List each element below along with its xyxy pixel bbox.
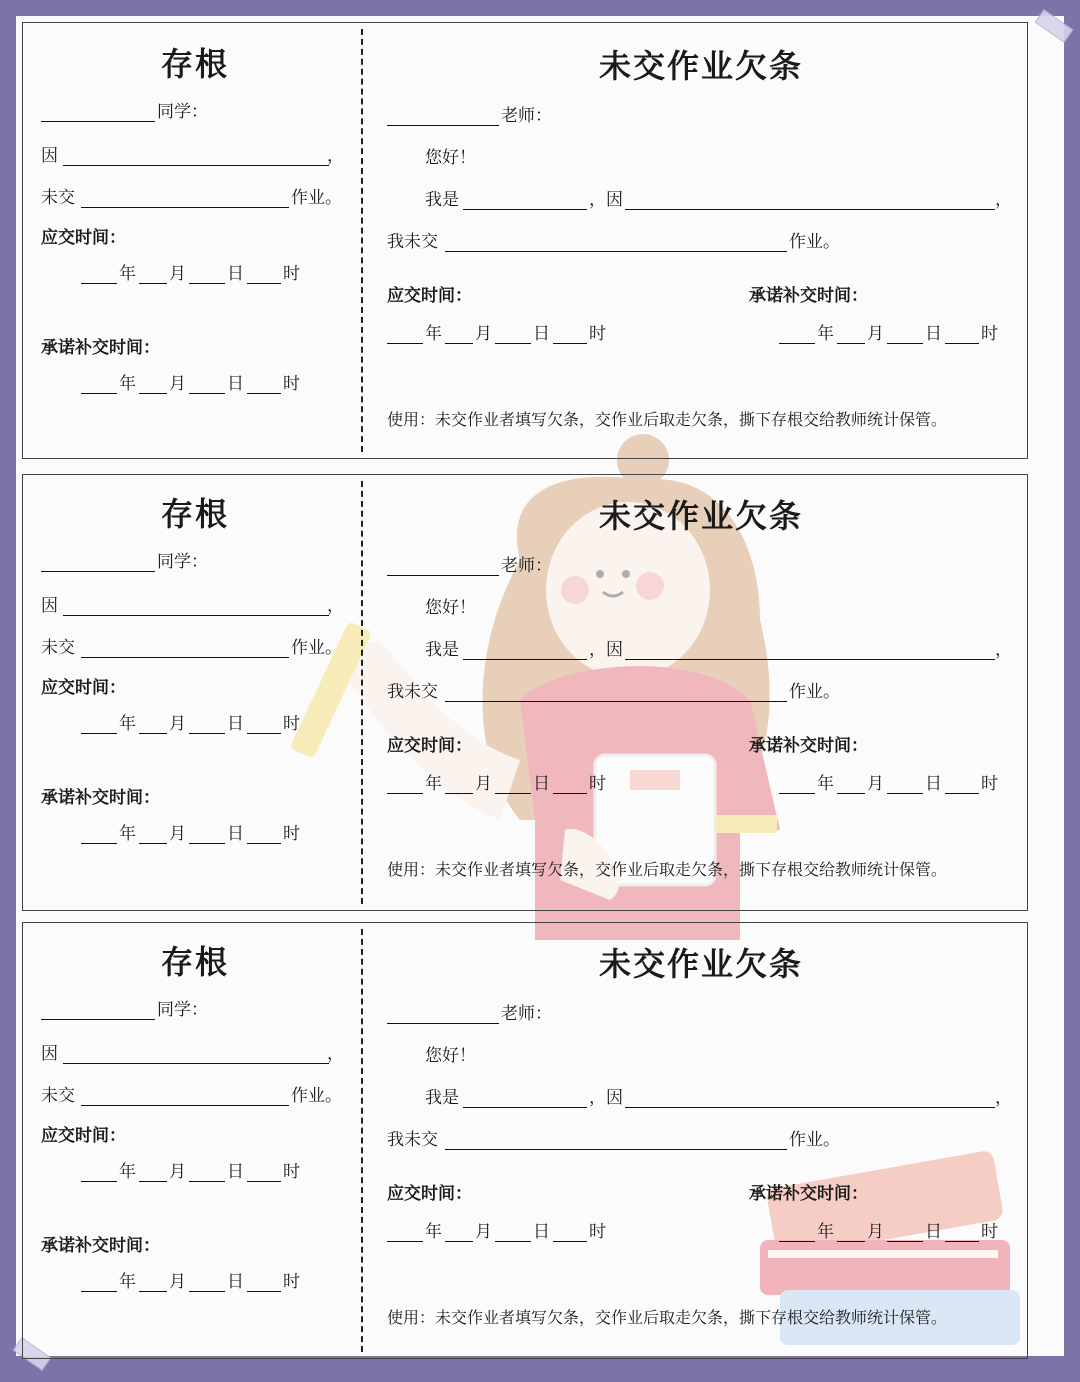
day-field[interactable] xyxy=(189,393,225,394)
usage-note: 使用：未交作业者填写欠条，交作业后取走欠条，撕下存根交给教师统计保管。 xyxy=(387,1308,948,1327)
reason-field[interactable] xyxy=(625,209,995,210)
year-field[interactable] xyxy=(81,283,117,284)
homework-label: 作业。 xyxy=(789,682,840,702)
day-label: 日 xyxy=(533,324,550,344)
month-field[interactable] xyxy=(139,1291,167,1292)
year-field[interactable] xyxy=(387,1241,423,1242)
homework-field[interactable] xyxy=(81,657,289,658)
not-submitted-label: 未交 xyxy=(41,638,75,658)
stub-title: 存根 xyxy=(161,943,230,981)
tear-line xyxy=(361,929,363,1352)
promise-time-label: 承诺补交时间： xyxy=(41,338,160,358)
teacher-label: 老师： xyxy=(501,1004,552,1024)
day-field[interactable] xyxy=(189,1291,225,1292)
because-label: ，因 xyxy=(589,190,623,210)
month-label: 月 xyxy=(169,374,186,394)
i-not-submitted-label: 我未交 xyxy=(387,232,438,252)
greeting: 您好！ xyxy=(425,598,476,618)
i-not-submitted-label: 我未交 xyxy=(387,682,438,702)
hour-label: 时 xyxy=(589,1222,606,1242)
hour-field[interactable] xyxy=(247,1291,281,1292)
hour-label: 时 xyxy=(589,324,606,344)
year-field[interactable] xyxy=(779,793,815,794)
hour-field[interactable] xyxy=(945,793,979,794)
month-label: 月 xyxy=(867,324,884,344)
name-field[interactable] xyxy=(463,1107,587,1108)
day-field[interactable] xyxy=(887,1241,923,1242)
homework-field[interactable] xyxy=(445,701,787,702)
year-field[interactable] xyxy=(779,1241,815,1242)
month-field[interactable] xyxy=(837,343,865,344)
day-label: 日 xyxy=(925,1222,942,1242)
hour-label: 时 xyxy=(283,824,300,844)
student-label: 同学： xyxy=(157,552,208,572)
hour-field[interactable] xyxy=(553,1241,587,1242)
homework-label: 作业。 xyxy=(291,638,342,658)
promise-time-label: 承诺补交时间： xyxy=(749,736,868,756)
student-label: 同学： xyxy=(157,102,208,122)
day-label: 日 xyxy=(227,1162,244,1182)
day-field[interactable] xyxy=(495,793,531,794)
teacher-name-field[interactable] xyxy=(387,575,499,576)
homework-field[interactable] xyxy=(445,1149,787,1150)
homework-label: 作业。 xyxy=(291,188,342,208)
teacher-name-field[interactable] xyxy=(387,1023,499,1024)
month-field[interactable] xyxy=(139,1181,167,1182)
homework-label: 作业。 xyxy=(291,1086,342,1106)
comma: ， xyxy=(995,640,1012,660)
due-time-label: 应交时间： xyxy=(41,1126,126,1146)
month-label: 月 xyxy=(169,824,186,844)
tear-line xyxy=(361,29,363,452)
greeting: 您好！ xyxy=(425,1046,476,1066)
day-label: 日 xyxy=(227,374,244,394)
year-field[interactable] xyxy=(81,843,117,844)
year-field[interactable] xyxy=(81,733,117,734)
because-label: ，因 xyxy=(589,640,623,660)
iou-slip-2 xyxy=(22,474,1028,911)
homework-field[interactable] xyxy=(81,207,289,208)
year-label: 年 xyxy=(425,324,442,344)
hour-label: 时 xyxy=(283,264,300,284)
year-label: 年 xyxy=(119,824,136,844)
month-label: 月 xyxy=(867,774,884,794)
reason-field[interactable] xyxy=(625,1107,995,1108)
promise-time-label: 承诺补交时间： xyxy=(749,1184,868,1204)
month-label: 月 xyxy=(169,714,186,734)
month-label: 月 xyxy=(169,1162,186,1182)
student-name-field[interactable] xyxy=(41,1019,155,1020)
year-field[interactable] xyxy=(81,393,117,394)
homework-label: 作业。 xyxy=(789,232,840,252)
i-am-label: 我是 xyxy=(425,1088,459,1108)
hour-field[interactable] xyxy=(553,793,587,794)
iou-title: 未交作业欠条 xyxy=(599,945,804,983)
due-time-label: 应交时间： xyxy=(387,1184,472,1204)
not-submitted-label: 未交 xyxy=(41,188,75,208)
teacher-name-field[interactable] xyxy=(387,125,499,126)
stub-title: 存根 xyxy=(161,495,230,533)
tear-line xyxy=(361,481,363,904)
year-field[interactable] xyxy=(387,793,423,794)
due-time-label: 应交时间： xyxy=(387,736,472,756)
teacher-label: 老师： xyxy=(501,556,552,576)
month-field[interactable] xyxy=(445,1241,473,1242)
hour-label: 时 xyxy=(981,774,998,794)
iou-title: 未交作业欠条 xyxy=(599,497,804,535)
day-label: 日 xyxy=(533,1222,550,1242)
reason-field[interactable] xyxy=(63,615,329,616)
reason-field[interactable] xyxy=(625,659,995,660)
month-field[interactable] xyxy=(139,843,167,844)
day-field[interactable] xyxy=(887,793,923,794)
day-label: 日 xyxy=(227,714,244,734)
usage-note: 使用：未交作业者填写欠条，交作业后取走欠条，撕下存根交给教师统计保管。 xyxy=(387,860,948,879)
hour-label: 时 xyxy=(981,324,998,344)
because-label: ，因 xyxy=(589,1088,623,1108)
month-label: 月 xyxy=(867,1222,884,1242)
year-label: 年 xyxy=(817,324,834,344)
iou-slip-3 xyxy=(22,922,1028,1359)
day-field[interactable] xyxy=(189,843,225,844)
name-field[interactable] xyxy=(463,209,587,210)
month-field[interactable] xyxy=(139,733,167,734)
year-label: 年 xyxy=(119,374,136,394)
hour-label: 时 xyxy=(283,1272,300,1292)
usage-note: 使用：未交作业者填写欠条，交作业后取走欠条，撕下存根交给教师统计保管。 xyxy=(387,410,948,429)
month-field[interactable] xyxy=(139,393,167,394)
hour-field[interactable] xyxy=(945,343,979,344)
due-time-label: 应交时间： xyxy=(387,286,472,306)
name-field[interactable] xyxy=(463,659,587,660)
promise-time-label: 承诺补交时间： xyxy=(749,286,868,306)
month-label: 月 xyxy=(475,324,492,344)
year-label: 年 xyxy=(119,714,136,734)
reason-field[interactable] xyxy=(63,165,329,166)
day-label: 日 xyxy=(533,774,550,794)
hour-field[interactable] xyxy=(247,283,281,284)
day-field[interactable] xyxy=(887,343,923,344)
year-label: 年 xyxy=(119,1162,136,1182)
month-label: 月 xyxy=(169,264,186,284)
hour-label: 时 xyxy=(981,1222,998,1242)
month-label: 月 xyxy=(475,774,492,794)
day-field[interactable] xyxy=(189,733,225,734)
homework-label: 作业。 xyxy=(789,1130,840,1150)
year-field[interactable] xyxy=(81,1181,117,1182)
year-label: 年 xyxy=(425,1222,442,1242)
student-name-field[interactable] xyxy=(41,121,155,122)
i-am-label: 我是 xyxy=(425,190,459,210)
greeting: 您好！ xyxy=(425,148,476,168)
homework-field[interactable] xyxy=(445,251,787,252)
day-label: 日 xyxy=(925,324,942,344)
i-am-label: 我是 xyxy=(425,640,459,660)
year-field[interactable] xyxy=(387,343,423,344)
student-name-field[interactable] xyxy=(41,571,155,572)
comma: ， xyxy=(327,146,344,166)
hour-label: 时 xyxy=(283,374,300,394)
i-not-submitted-label: 我未交 xyxy=(387,1130,438,1150)
hour-field[interactable] xyxy=(945,1241,979,1242)
reason-label: 因 xyxy=(41,596,58,616)
year-label: 年 xyxy=(817,1222,834,1242)
day-label: 日 xyxy=(227,824,244,844)
hour-field[interactable] xyxy=(247,733,281,734)
due-time-label: 应交时间： xyxy=(41,678,126,698)
day-label: 日 xyxy=(227,1272,244,1292)
month-label: 月 xyxy=(169,1272,186,1292)
comma: ， xyxy=(995,190,1012,210)
year-label: 年 xyxy=(817,774,834,794)
hour-field[interactable] xyxy=(553,343,587,344)
month-field[interactable] xyxy=(837,1241,865,1242)
iou-slip-1 xyxy=(22,22,1028,459)
month-label: 月 xyxy=(475,1222,492,1242)
year-label: 年 xyxy=(425,774,442,794)
year-field[interactable] xyxy=(779,343,815,344)
reason-label: 因 xyxy=(41,1044,58,1064)
year-label: 年 xyxy=(119,1272,136,1292)
teacher-label: 老师： xyxy=(501,106,552,126)
hour-field[interactable] xyxy=(247,1181,281,1182)
comma: ， xyxy=(327,596,344,616)
iou-title: 未交作业欠条 xyxy=(599,47,804,85)
reason-field[interactable] xyxy=(63,1063,329,1064)
hour-label: 时 xyxy=(589,774,606,794)
hour-field[interactable] xyxy=(247,843,281,844)
reason-label: 因 xyxy=(41,146,58,166)
month-field[interactable] xyxy=(837,793,865,794)
hour-label: 时 xyxy=(283,1162,300,1182)
month-field[interactable] xyxy=(445,343,473,344)
hour-field[interactable] xyxy=(247,393,281,394)
day-field[interactable] xyxy=(189,1181,225,1182)
day-field[interactable] xyxy=(495,1241,531,1242)
month-field[interactable] xyxy=(445,793,473,794)
not-submitted-label: 未交 xyxy=(41,1086,75,1106)
day-label: 日 xyxy=(925,774,942,794)
comma: ， xyxy=(995,1088,1012,1108)
stub-title: 存根 xyxy=(161,45,230,83)
hour-label: 时 xyxy=(283,714,300,734)
day-field[interactable] xyxy=(495,343,531,344)
year-field[interactable] xyxy=(81,1291,117,1292)
homework-field[interactable] xyxy=(81,1105,289,1106)
day-field[interactable] xyxy=(189,283,225,284)
promise-time-label: 承诺补交时间： xyxy=(41,788,160,808)
year-label: 年 xyxy=(119,264,136,284)
day-label: 日 xyxy=(227,264,244,284)
month-field[interactable] xyxy=(139,283,167,284)
comma: ， xyxy=(327,1044,344,1064)
student-label: 同学： xyxy=(157,1000,208,1020)
due-time-label: 应交时间： xyxy=(41,228,126,248)
promise-time-label: 承诺补交时间： xyxy=(41,1236,160,1256)
